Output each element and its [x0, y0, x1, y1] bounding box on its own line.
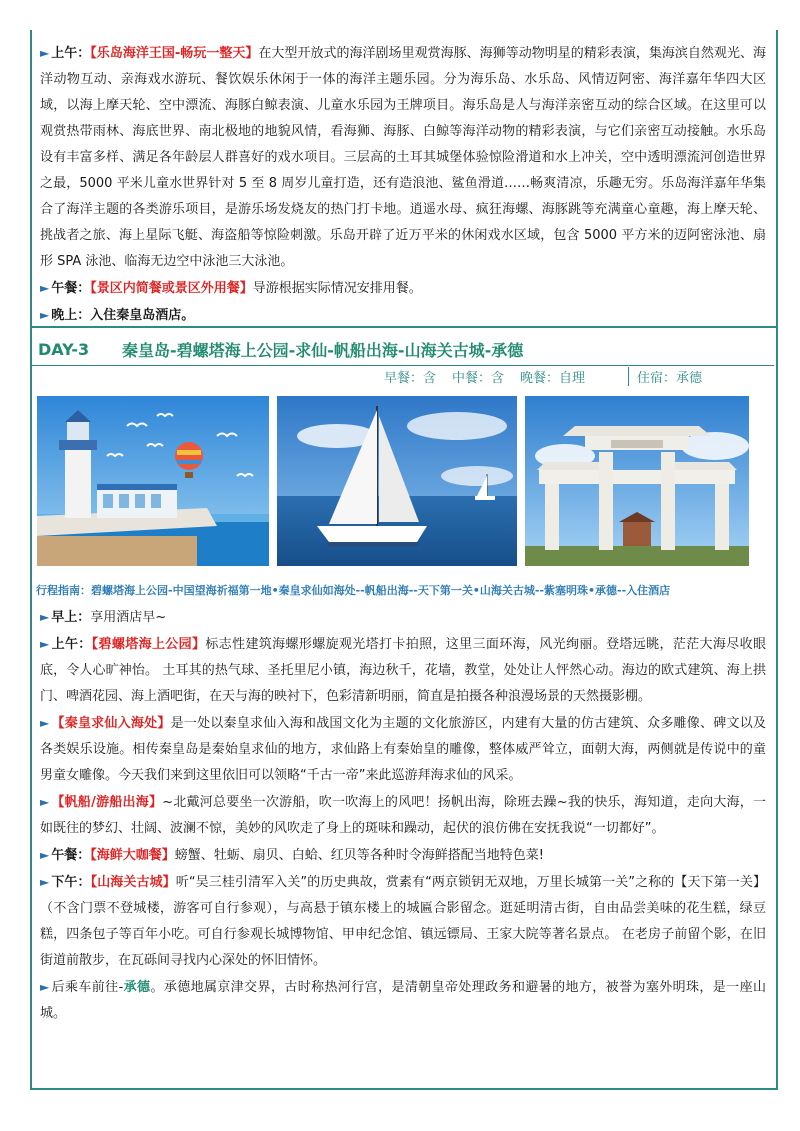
lunch-paragraph [32, 842, 774, 869]
sailing-highlight: 【帆船/游船出海】 [51, 795, 163, 810]
noon-paragraph [32, 275, 774, 302]
morning-text: 在大型开放式的海洋剧场里观赏海豚、海狮等动物明星的精彩表演，集海滨自然观光、海洋动物互动、亲海戏水游玩、餐饮娱乐休闲于一体的海洋主题乐园。分为海乐岛、水乐岛、风情迈阿密、海洋嘉年华四大区域，以海上摩天轮、空中漂流、海豚白鲸表演、儿童水乐园为王牌项目。海乐岛是人与海洋亲密互动的综合区域。在这里可以观赏热带雨林、海底世界、南北极地的地貌风情，看海狮、海豚、白鲸等海洋动物的精彩表演，与它们亲密互动接触。水乐岛设有丰富多样、满足各年龄层人群喜好的戏水项目。三层高的土耳其城堡体验惊险滑道和水上冲关，空中透明漂流河创造世界之最，5000 平米儿童水世界针对 5 至 8 周岁儿童打造，还有造浪池、鲨鱼滑道……畅爽清凉，乐趣无穷。乐岛海洋嘉年华集合了海洋主题的各类游乐项目，是游乐场发烧友的热门打卡地。逍遥水母、疯狂海螺、海豚跳等充满童心童趣，海上摩天轮、挑战者之旅、海上星际飞艇、海盗船等惊险刺激。乐岛开辟了近万平米的休闲戏水区域，包含 5000 平方米的迈阿密泳池、扇形 SPA 泳池、临海无边空中泳池三大泳池。 [40, 46, 766, 269]
day-number: DAY-3 [38, 339, 90, 359]
day3-body [32, 604, 774, 1027]
arrow-bullet-icon: ► [40, 637, 50, 651]
chengde-paragraph [32, 974, 774, 1027]
sailing-text: ~北戴河总要坐一次游船，吹一吹海上的风吧！扬帆出海，除班去躁~我的快乐，海知道，走向大海，一如既往的梦幻、壮阔、波澜不惊，美妙的风吹走了身上的斑味和躁动，起伏的浪仿佛在安抚我说“一切都好”。 [40, 795, 767, 836]
afternoon-label: 下午： [51, 875, 91, 890]
arrow-bullet-icon: ► [40, 980, 50, 994]
chengde-pre: 后乘车前往- [51, 980, 124, 995]
afternoon-text-2: 【天下第一关】（不含门票不登城楼，游客可自行参观），与高悬于镇东楼上的城匾合影留念。逛延明清古街，自由品尝美味的花生糕，绿豆糕，四条包子等百年小吃。可自行参观长城博物馆、甲申纪念馆、镇远镖局、王家大院等著名景点。 在老房子前留个影，在旧街道前散步，在瓦砾间寻找内心深处的怀旧情怀。 [40, 875, 766, 968]
day-header [38, 334, 768, 364]
arrow-bullet-icon: ► [40, 795, 50, 809]
photo-archway [525, 396, 749, 566]
qiuxian-highlight: 【秦皇求仙入海处】 [51, 716, 171, 731]
meals-bar [32, 365, 774, 389]
breakfast-info: 早餐：含 [384, 371, 437, 386]
itinerary-guide: 行程指南：碧螺塔海上公园-中国望海祈福第一地•秦皇求仙如海处--帆船出海--天下第一关•山海关古城--紫塞明珠•承德--入住酒店 [36, 584, 671, 597]
meals-row [384, 367, 585, 386]
noon-text: 导游根据实际情况安排用餐。 [252, 281, 422, 296]
arrow-bullet-icon: ► [40, 848, 50, 862]
arrow-bullet-icon: ► [40, 46, 50, 60]
afternoon-text-1: 听“吴三桂引清军入关”的历史典故，赏素有“两京锁钥无双地，万里长城第一关”之称的 [175, 875, 675, 890]
breakfast-text: 享用酒店早~ [90, 610, 167, 625]
arrow-bullet-icon: ► [40, 610, 50, 624]
day-title: 秦皇岛-碧螺塔海上公园-求仙-帆船出海-山海关古城-承德 [122, 340, 524, 360]
noon-label: 午餐： [51, 281, 91, 296]
arrow-bullet-icon: ► [40, 716, 50, 730]
day3-morning-highlight: 【碧螺塔海上公园】 [91, 637, 206, 652]
photo-sailboat [277, 396, 517, 566]
arrow-bullet-icon: ► [40, 308, 50, 322]
qiuxian-paragraph [32, 710, 774, 789]
day2-continued [32, 40, 774, 329]
photo-strip [37, 396, 749, 566]
morning-label: 上午： [51, 46, 91, 61]
day3-morning-label: 上午： [51, 637, 92, 652]
photo-lighthouse [37, 396, 269, 566]
evening-label: 晚上： [51, 308, 91, 323]
dinner-info: 晚餐：自理 [520, 371, 586, 386]
lunch-text: 螃蟹、牡蛎、扇贝、白蛤、红贝等各种时令海鲜搭配当地特色菜! [174, 848, 544, 863]
sailing-paragraph [32, 789, 774, 842]
evening-text: 入住秦皇岛酒店。 [90, 308, 195, 323]
lunch-highlight: 【海鲜大咖餐】 [90, 848, 175, 863]
arrow-bullet-icon: ► [40, 875, 50, 889]
section-divider [30, 326, 778, 328]
noon-highlight: 【景区内简餐或景区外用餐】 [90, 281, 253, 296]
bottom-divider [30, 1088, 778, 1090]
meals-divider [32, 365, 774, 366]
breakfast-paragraph [32, 604, 774, 631]
stay-info: 住宿：承德 [628, 367, 702, 386]
morning-paragraph [32, 40, 774, 275]
chengde-text: 。承德地属京津交界，古时称热河行宫，是清朝皇帝处理政务和避暑的地方，被誉为塞外明珠，是一座山城。 [40, 980, 766, 1021]
morning-highlight: 【乐岛海洋王国-畅玩一整天】 [90, 46, 259, 61]
evening-paragraph [32, 302, 774, 329]
qiuxian-text: 是一处以秦皇求仙入海和战国文化为主题的文化旅游区，内建有大量的仿古建筑、众多雕像、碑文以及各类娱乐设施。相传秦皇岛是秦始皇求仙的地方，求仙路上有秦始皇的雕像，整体威严耸立，面朝大海，两侧就是传说中的童男童女雕像。今天我们来到这里依旧可以领略“千古一帝”来此巡游拜海求仙的风采。 [40, 716, 766, 783]
breakfast-label: 早上： [51, 610, 91, 625]
afternoon-paragraph [32, 869, 774, 974]
day3-morning-paragraph [32, 631, 774, 710]
arrow-bullet-icon: ► [40, 281, 50, 295]
chengde-highlight: 承德 [123, 980, 151, 995]
lunch-info: 中餐：含 [452, 371, 505, 386]
lunch-label: 午餐： [51, 848, 91, 863]
day3-morning-text: 标志性建筑海螺形螺旋观光塔打卡拍照，这里三面环海，风光绚丽。登塔远眺，茫茫大海尽收眼底，令人心旷神怡。 土耳其的热气球、圣托里尼小镇，海边秋千，花墙，教堂，处处让人怦然心动。海边的欧式建筑、海上拱门、啤酒花园、海上酒吧街，在天与海的映衬下，色彩清新明丽，简直是拍摄各种浪漫场景的天然摄影棚。 [40, 637, 766, 704]
afternoon-highlight: 【山海关古城】 [90, 875, 176, 890]
